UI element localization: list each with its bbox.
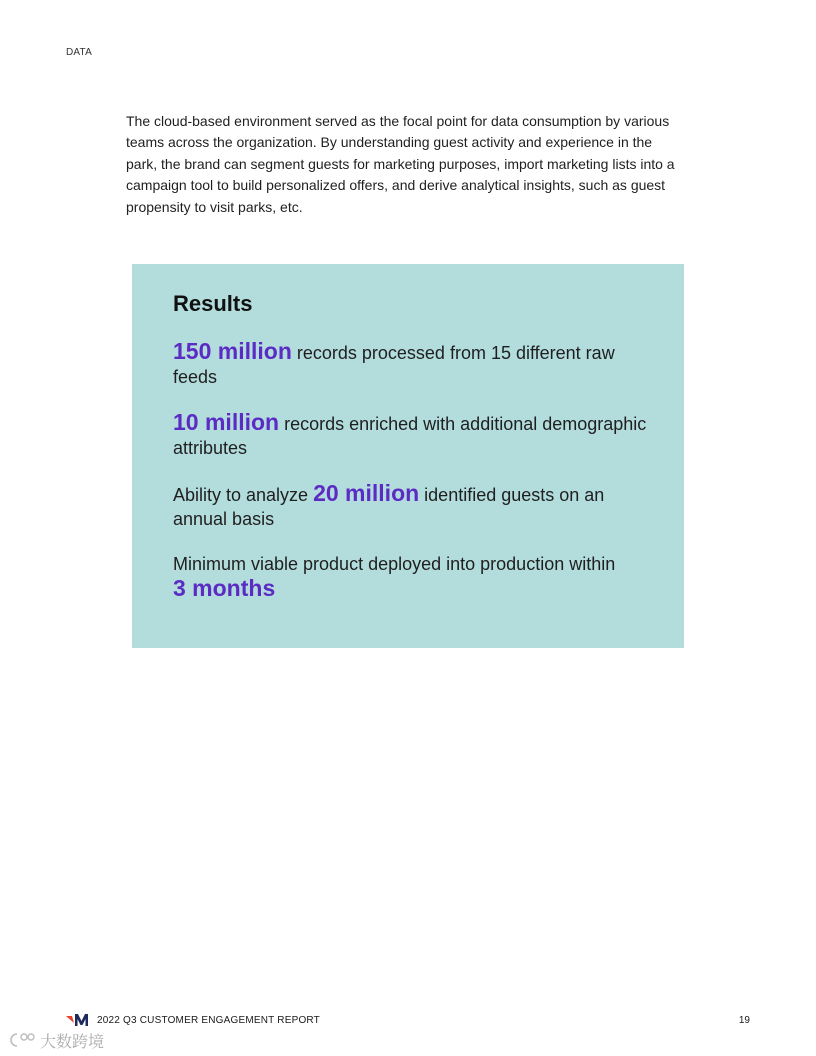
- watermark-text: 大数跨境: [40, 1031, 105, 1051]
- result-item-records-processed: [173, 339, 653, 389]
- result-text-after: records enriched with additional demographic attributes: [173, 414, 647, 458]
- page-footer: [66, 1012, 750, 1032]
- section-label: DATA: [66, 47, 92, 58]
- result-text-before: Minimum viable product deployed into production within: [173, 554, 616, 574]
- watermark-logo-icon: [8, 1031, 38, 1049]
- result-highlight: 3 months: [173, 575, 276, 601]
- result-item-guests-analyzed: [173, 481, 653, 531]
- result-item-mvp-deployed: [173, 552, 653, 602]
- result-text-after: records processed from 15 different raw feeds: [173, 343, 615, 387]
- result-highlight: 10 million: [173, 409, 280, 435]
- report-title: 2022 Q3 CUSTOMER ENGAGEMENT REPORT: [97, 1015, 320, 1026]
- page-number: 19: [738, 1015, 750, 1026]
- intro-paragraph: The cloud-based environment served as the focal point for data consumption by various teams across the organization. By understanding guest activity and experience in the park, the brand can segment guests for marketing purposes, import marketing lists into a campaign tool to build personalized offers, and derive analytical insights, such as guest propensity to visit parks, etc.: [126, 113, 675, 215]
- brand-m-logo-icon: [66, 1013, 90, 1027]
- result-text-after: identified guests on an annual basis: [173, 485, 605, 529]
- results-content: [173, 290, 653, 602]
- result-highlight: 150 million: [173, 338, 292, 364]
- results-panel: [132, 264, 684, 648]
- result-item-records-enriched: [173, 410, 653, 460]
- result-highlight: 20 million: [313, 480, 420, 506]
- results-title: Results: [173, 291, 253, 316]
- result-text-before: Ability to analyze: [173, 485, 314, 505]
- watermark: [8, 1029, 104, 1051]
